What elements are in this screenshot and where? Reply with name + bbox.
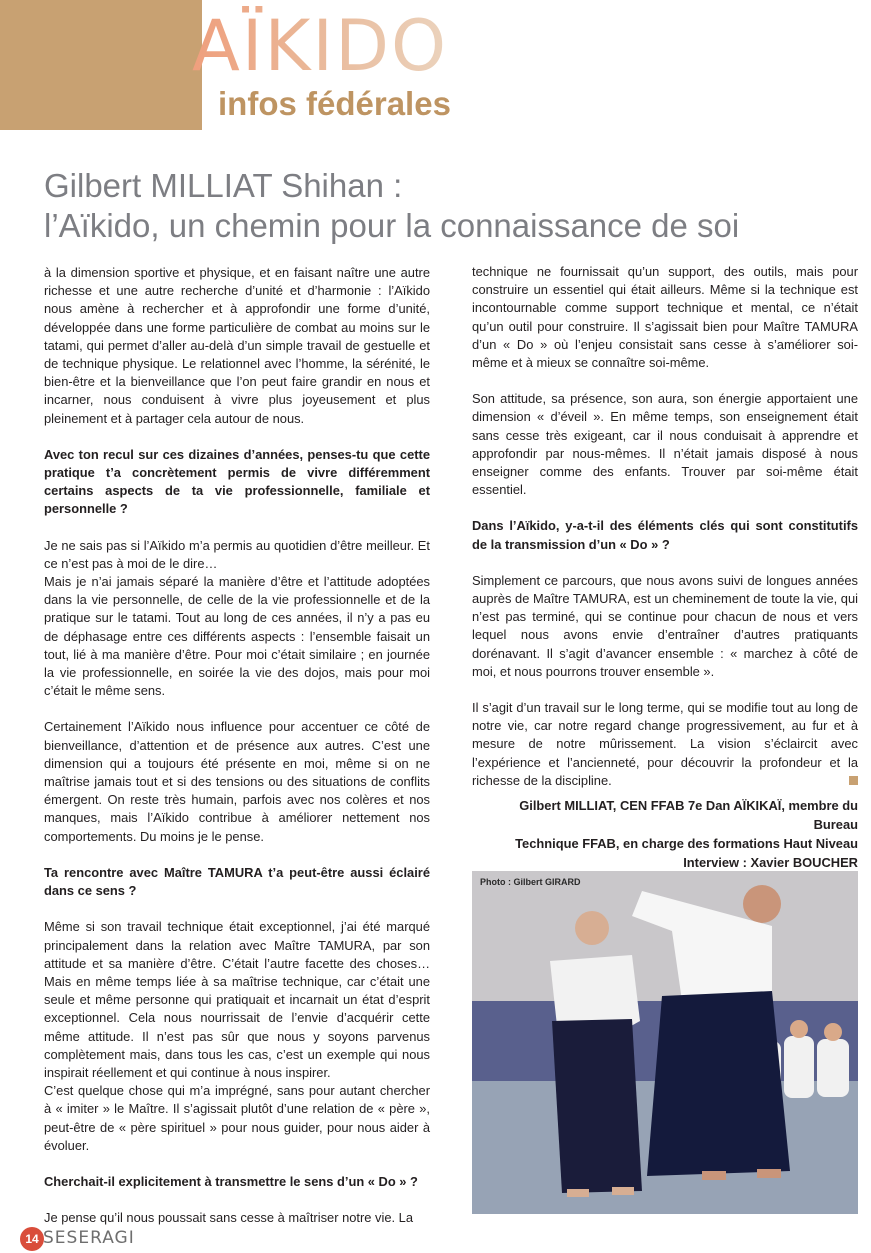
paragraph: Même si son travail technique était exceptionnel, j’ai été marqué principalement dans la relation avec Maître TAMURA, par son attitude et sa manière d’être. C’était l’autre facette des choses… Mais en même temps liée à sa maîtrise technique, car c’était une seule et même personne qui pratiquait et incarnait un état d’esprit exceptionnel. Cela nous nourrissait de l’envie d’acquérir cette même attitude. Il n’est pas sûr que nous y soyons parvenus complètement mais, dans tous les cas, c’est un exemple qui nous inspirait réellement et qui continue à nous inspirer.: [44, 919, 430, 1080]
interview-question: Avec ton recul sur ces dizaines d’années, penses-tu que cette pratique t’a concrètement permis de vivre différemment certains aspects de ta vie professionnelle, familiale et personnelle ?: [44, 446, 430, 517]
credits-line-2: Technique FFAB, en charge des formations Haut Niveau: [515, 836, 858, 851]
paragraph: Certainement l’Aïkido nous influence pour accentuer ce côté de bienveillance, d’attention et de présence aux autres. C’est une dimension qui a toujours été présente en moi, même si on ne maîtrise jamais tout et si des tensions ou des situations de conflits émergent. On reste très humain, parfois avec nos colères et nos manques, mais l’Aïkido contribue à améliorer nettement nos comportements. Du moins je le pense.: [44, 719, 430, 844]
article-title-line-1: Gilbert MILLIAT Shihan :: [44, 167, 403, 204]
paragraph-last: [472, 699, 858, 790]
paragraph-text: Il s’agit d’un travail sur le long terme, qui se modifie tout au long de notre vie, car notre regard change progressivement, au fur et à mesure de notre mûrissement. La vision s’éclaircit avec l’expérience et l’ancienneté, pour découvrir la profondeur et la richesse de la discipline.: [472, 700, 858, 788]
page-number-badge: 14: [20, 1227, 44, 1251]
credits-line-3: Interview : Xavier BOUCHER: [683, 855, 858, 870]
paragraph: Je ne sais pas si l’Aïkido m’a permis au quotidien d’être meilleur. Et ce n’est pas à moi de le dire…: [44, 537, 430, 571]
magazine-name: SESERAGI: [43, 1228, 135, 1248]
paragraph: C’est quelque chose qui m’a imprégné, sans pour autant chercher à « imiter » le Maître. Il s’agissait plutôt d’une relation de « père », peut-être de « père spirituel » pour nous guider, pour nous aider à évoluer.: [44, 1083, 430, 1153]
paragraph: Son attitude, sa présence, son aura, son énergie apportaient une dimension « d’éveil ». En même temps, son enseignement était sans cesse très exigeant, car il nous conduisait à apprendre et approfondir par nous-mêmes. Il n’était jamais disposé à nous enseigner comme des enfants. Trouver par soi-même était essentiel.: [472, 391, 858, 498]
section-subtitle: infos fédérales: [218, 85, 451, 122]
paragraph: à la dimension sportive et physique, et en faisant naître une autre richesse et une autre recherche d’unité et d’harmonie : l’Aïkido nous amène à rechercher et à approfondir une forme d’unité, développée dans une forme particulière de combat au moins sur le tatami, qui permet d’aller au-delà d’un simple travail de gestuelle et de technique physique. Le relationnel avec l’homme, la sérénité, le bien-être et la bienveillance que l’on peut faire grandir en nous et incarner, nous conduisent à vivre plus joyeusement et plus pleinement et à partager cela autour de nous.: [44, 265, 430, 426]
paragraph: Mais je n’ai jamais séparé la manière d’être et l’attitude adoptées dans la vie personnelle, de celle de la vie professionnelle et de la pratique sur le tatami. Tout au long de ces années, il n’y a pas eu de déphasage entre ces différents aspects : l’ensemble faisait un tout, lié à ma manière d’être. Pour moi c’était similaire ; en journée la vie professionnelle, en soirée la vie des dojos, mais pour moi c’était le même sens.: [44, 574, 430, 699]
header-color-block: [0, 0, 202, 130]
brand-title: AÏKIDO: [192, 5, 449, 87]
paragraph: Je pense qu’il nous poussait sans cesse à maîtriser notre vie. La: [44, 1210, 414, 1226]
paragraph: technique ne fournissait qu’un support, des outils, mais pour construire un essentiel qui était ailleurs. Même si la technique est incontournable comme support technique et mental, ce n’était qu’un outil pour construire. Il s’agissait bien pour Maître TAMURA d’un « Do » où l’enjeu consistait sans cesse à s’améliorer soi-même et à mieux se connaître soi-même.: [472, 264, 858, 371]
aikido-photo: [472, 871, 858, 1214]
paragraph: Simplement ce parcours, que nous avons suivi de longues années auprès de Maître TAMURA, est un cheminement de toute la vie, qui n’est pas terminé, qui se continue pour chacun de nous et vers lequel nous avons envie d’entraîner d’autres pratiquants dorénavant. Il s’agit d’avancer ensemble : « marchez à côté de moi, et nous pourrons trouver ensemble ».: [472, 572, 858, 679]
credits-line-1: Gilbert MILLIAT, CEN FFAB 7e Dan AÏKIKAÏ, membre du Bureau: [519, 798, 858, 832]
end-mark-icon: [849, 776, 858, 785]
left-column: [44, 264, 430, 1227]
article-title-line-2: l’Aïkido, un chemin pour la connaissance de soi: [44, 207, 740, 244]
interview-question: Dans l’Aïkido, y-a-t-il des éléments clés qui sont constitutifs de la transmission d’un « Do » ?: [472, 518, 858, 552]
author-credits: [472, 796, 858, 872]
interview-question: Ta rencontre avec Maître TAMURA t’a peut-être aussi éclairé dans ce sens ?: [44, 864, 430, 899]
article-title: [44, 166, 844, 246]
page-footer: [20, 1227, 320, 1251]
right-column: [472, 263, 858, 790]
aikido-photo-illustration: [472, 871, 858, 1214]
photo-credit: Photo : Gilbert GIRARD: [480, 877, 581, 887]
interview-question: Cherchait-il explicitement à transmettre le sens d’un « Do » ?: [44, 1173, 418, 1189]
